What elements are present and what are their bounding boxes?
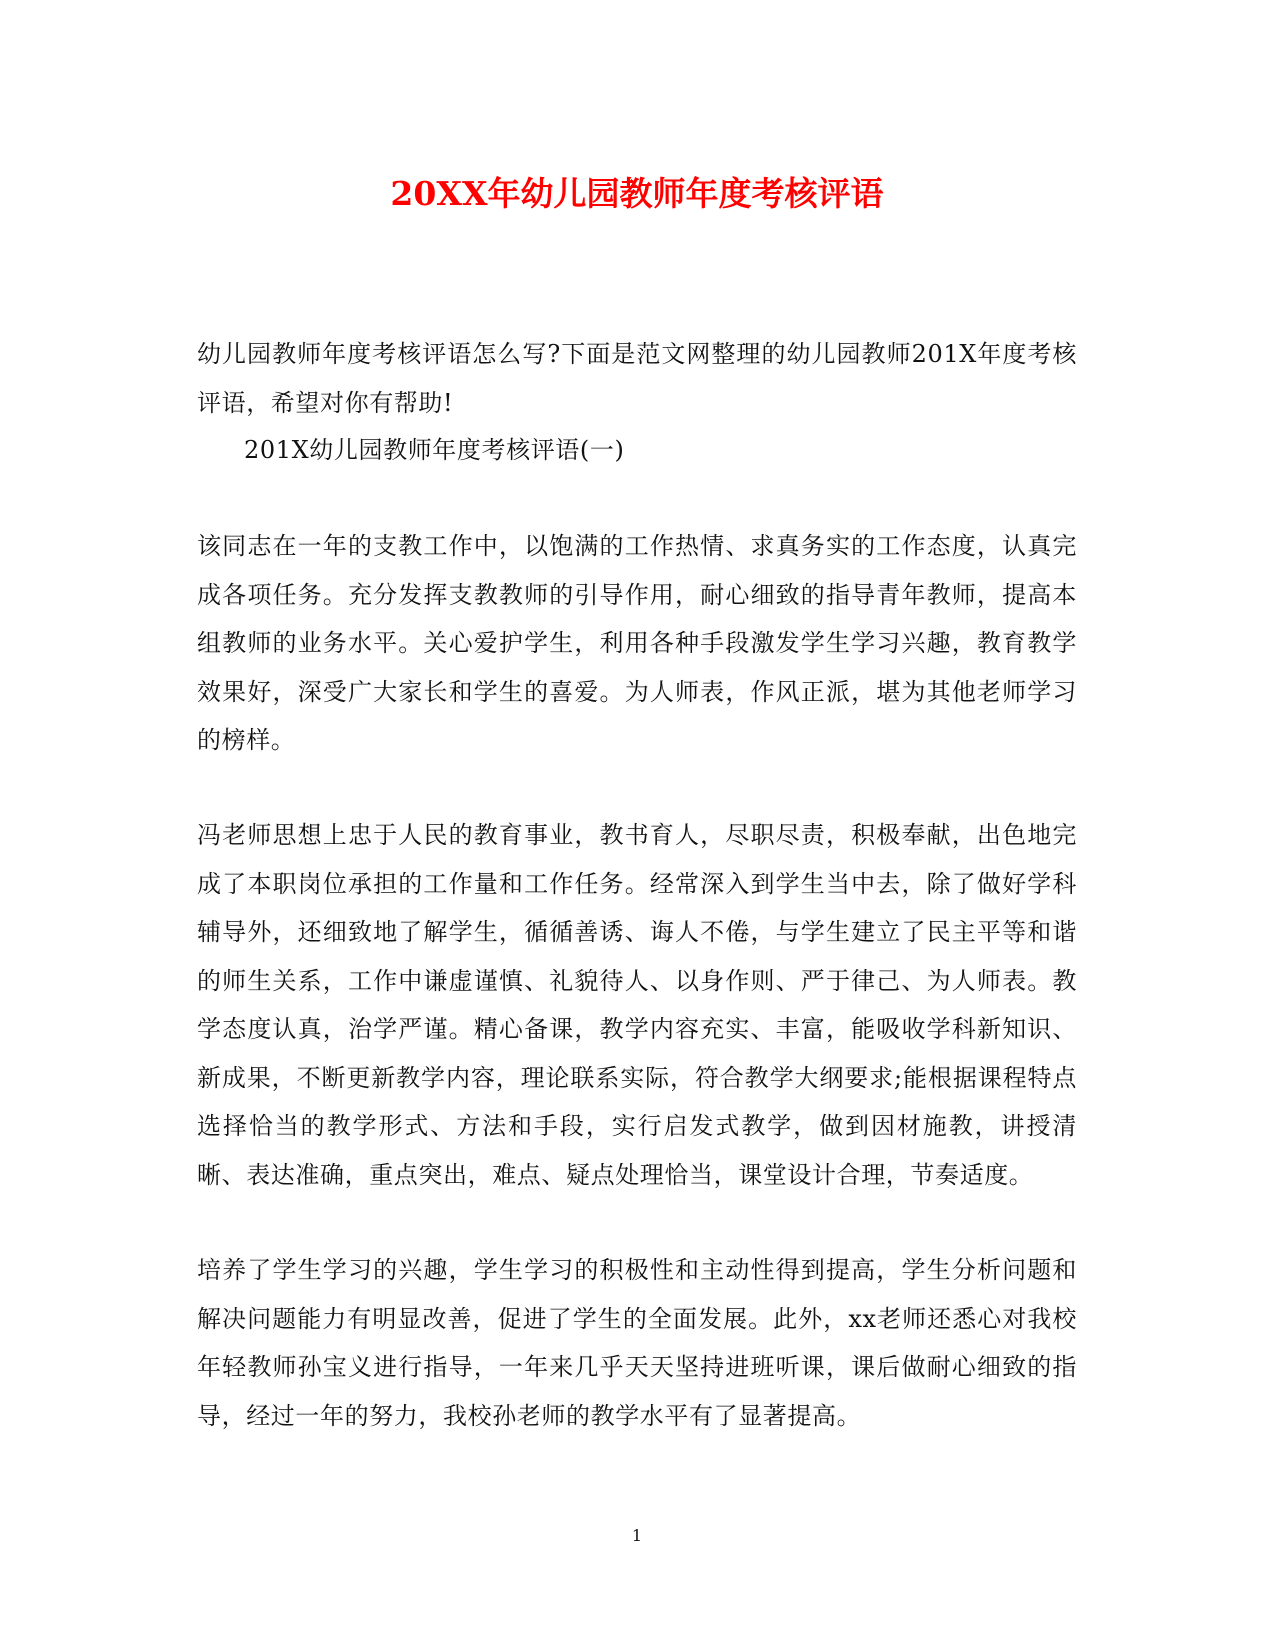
page-number: 1 [631,1526,643,1545]
paragraph-1: 该同志在一年的支教工作中，以饱满的工作热情、求真务实的工作态度，认真完成各项任务。充分发挥支教教师的引导作用，耐心细致的指导青年教师，提高本组教师的业务水平。关心爱护学生，利用各种手段激发学生学习兴趣，教育教学效果好，深受广大家长和学生的喜爱。为人师表，作风正派，堪为其他老师学习的榜样。 [197,532,1077,754]
intro-paragraph: 幼儿园教师年度考核评语怎么写?下面是范文网整理的幼儿园教师201X年度考核评语，希望对你有帮助! [197,340,1077,417]
document-title: 20XX年幼儿园教师年度考核评语 [390,174,884,213]
section-subheading: 201X幼儿园教师年度考核评语(一) [244,436,625,464]
paragraph-2: 冯老师思想上忠于人民的教育事业，教书育人，尽职尽责，积极奉献，出色地完成了本职岗位承担的工作量和工作任务。经常深入到学生当中去，除了做好学科辅导外，还细致地了解学生，循循善诱、诲人不倦，与学生建立了民主平等和谐的师生关系，工作中谦虚谨慎、礼貌待人、以身作则、严于律己、为人师表。教学态度认真，治学严谨。精心备课，教学内容充实、丰富，能吸收学科新知识、新成果，不断更新教学内容，理论联系实际，符合教学大纲要求;能根据课程特点选择恰当的教学形式、方法和手段，实行启发式教学，做到因材施教，讲授清晰、表达准确，重点突出，难点、疑点处理恰当，课堂设计合理，节奏适度。 [197,821,1077,1189]
paragraph-3: 培养了学生学习的兴趣，学生学习的积极性和主动性得到提高，学生分析问题和解决问题能力有明显改善，促进了学生的全面发展。此外，xx老师还悉心对我校年轻教师孙宝义进行指导，一年来几乎天天坚持进班听课，课后做耐心细致的指导，经过一年的努力，我校孙老师的教学水平有了显著提高。 [197,1256,1077,1430]
